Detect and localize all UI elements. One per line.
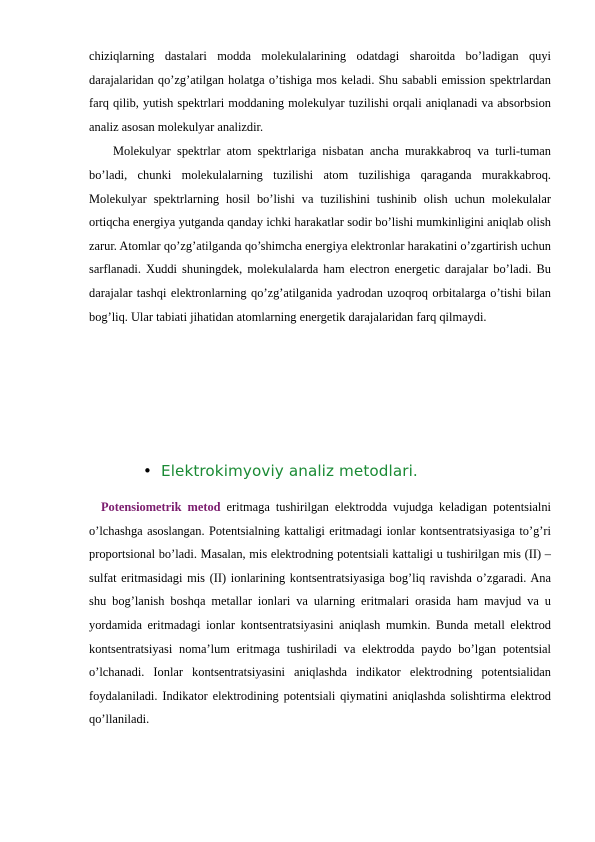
- paragraph-molecular-spectra: Molekulyar spektrlar atom spektrlariga nisbatan ancha murakkabroq va turli-tuman bo’ladi, chunki molekulalarning tuzilishi atom tuzilishiga qaraganda murakkabroq. Molekulyar spektrlarning hosil bo’lishi va tuzilishini tushinib olish uchun molekulalar ortiqcha energiya yutganda qanday ichki harakatlar sodir bo’lishi mumkinligini aniqlab olish zarur. Atomlar qo’zg’atilganda qo’shimcha energiya elektronlar harakatini o’zgartirish uchun sarflanadi. Xuddi shuningdek, molekulalarda ham electron energetic darajalar bo’ladi. Bu darajalar tashqi elektronlarning qo’zg’atilganida yadrodan uzoqroq orbitalarga o’tishi bilan bog’liq. Ular tabiati jihatidan atomlarning energetik darajalaridan farq qilmaydi.: [89, 144, 551, 324]
- paragraph-absorption-intro: chiziqlarning dastalari modda molekulalarining odatdagi sharoitda bo’ladigan quyi darajalaridan qo’zg’atilgan holatga o’tishiga mos keladi. Shu sababli emission spektrlardan farq qilib, yutish spektrlari moddaning molekulyar tuzilishi orqali aniqlanadi va absorbsion analiz asosan molekulyar analizdir.: [89, 49, 551, 134]
- paragraph-potentiometric: [89, 496, 551, 732]
- body-text-top: [89, 45, 551, 329]
- section-title: Elektrokimyoviy analiz metodlari.: [161, 462, 418, 480]
- term-potentiometric-method: Potensiometrik metod: [100, 500, 221, 514]
- paragraph-potentiometric-text: eritmaga tushirilgan elektrodda vujudga keladigan potentsialni o’lchashga asoslangan. Potentsialning kattaligi eritmadagi ionlar kontsentratsiyasiga to’g’ri proportsional bo’ladi. Masalan, mis elektrodning potentsiali kattaligi u tushirilgan mis (II) – sulfat eritmasidagi mis (II) ionlarining kontsentratsiyasiga bog’liq ravishda o’zgaradi. Ana shu bog’lanish boshqa metallar ionlari va ularning eritmalari orasida ham mavjud va u yordamida eritmadagi ionlar kontsentratsiyasini aniqlash mumkin. Bunda metall elektrod kontsentratsiyasi noma’lum eritmaga tushiriladi va elektrodda paydo bo’lgan potentsial o’lchanadi. Ionlar kontsentratsiyasini aniqlashda indikator elektrodning potentsialidan foydalaniladi. Indikator elektrodining potentsiali qiymatini aniqlashda solishtirma elektrod qo’llaniladi.: [89, 500, 551, 727]
- bullet-icon: •: [143, 462, 152, 480]
- section-heading: [89, 462, 551, 480]
- body-text-bottom: [89, 496, 551, 732]
